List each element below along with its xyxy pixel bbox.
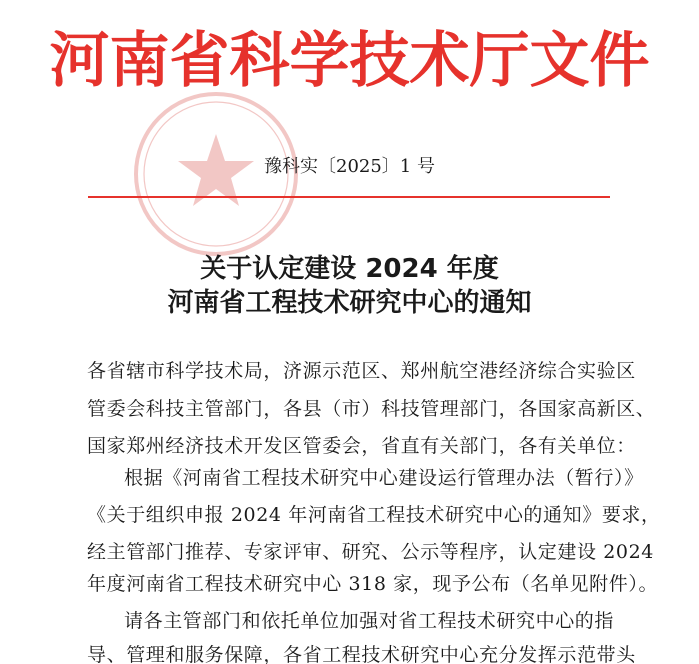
body-line-3: 国家郑州经济技术开发区管委会，省直有关部门，各有关单位：	[87, 435, 636, 457]
body-line-9: 导、管理和服务保障，各省工程技术研究中心充分发挥示范带头	[87, 644, 636, 664]
body-line-5: 《关于组织申报 2024 年河南省工程技术研究中心的通知》要求，	[87, 504, 661, 526]
title-line-2: 河南省工程技术研究中心的通知	[167, 288, 532, 318]
body-line-4: 根据《河南省工程技术研究中心建设运行管理办法（暂行）》	[124, 467, 644, 489]
document-number: 豫科实〔2025〕1 号	[264, 156, 435, 177]
body-line-8: 请各主管部门和依托单位加强对省工程技术研究中心的指	[124, 610, 615, 632]
body-line-7: 年度河南省工程技术研究中心 318 家，现予公布（名单见附件）。	[87, 573, 659, 595]
body-line-2: 管委会科技主管部门，各县（市）科技管理部门，各国家高新区、	[87, 398, 656, 420]
issuer-header: 河南省科学技术厅文件	[49, 26, 650, 96]
body-line-1: 各省辖市科学技术局，济源示范区、郑州航空港经济综合实验区	[87, 360, 636, 382]
body-line-6: 经主管部门推荐、专家评审、研究、公示等程序，认定建设 2024	[87, 541, 654, 563]
red-divider	[88, 196, 610, 198]
title-line-1: 关于认定建设 2024 年度	[200, 254, 499, 284]
